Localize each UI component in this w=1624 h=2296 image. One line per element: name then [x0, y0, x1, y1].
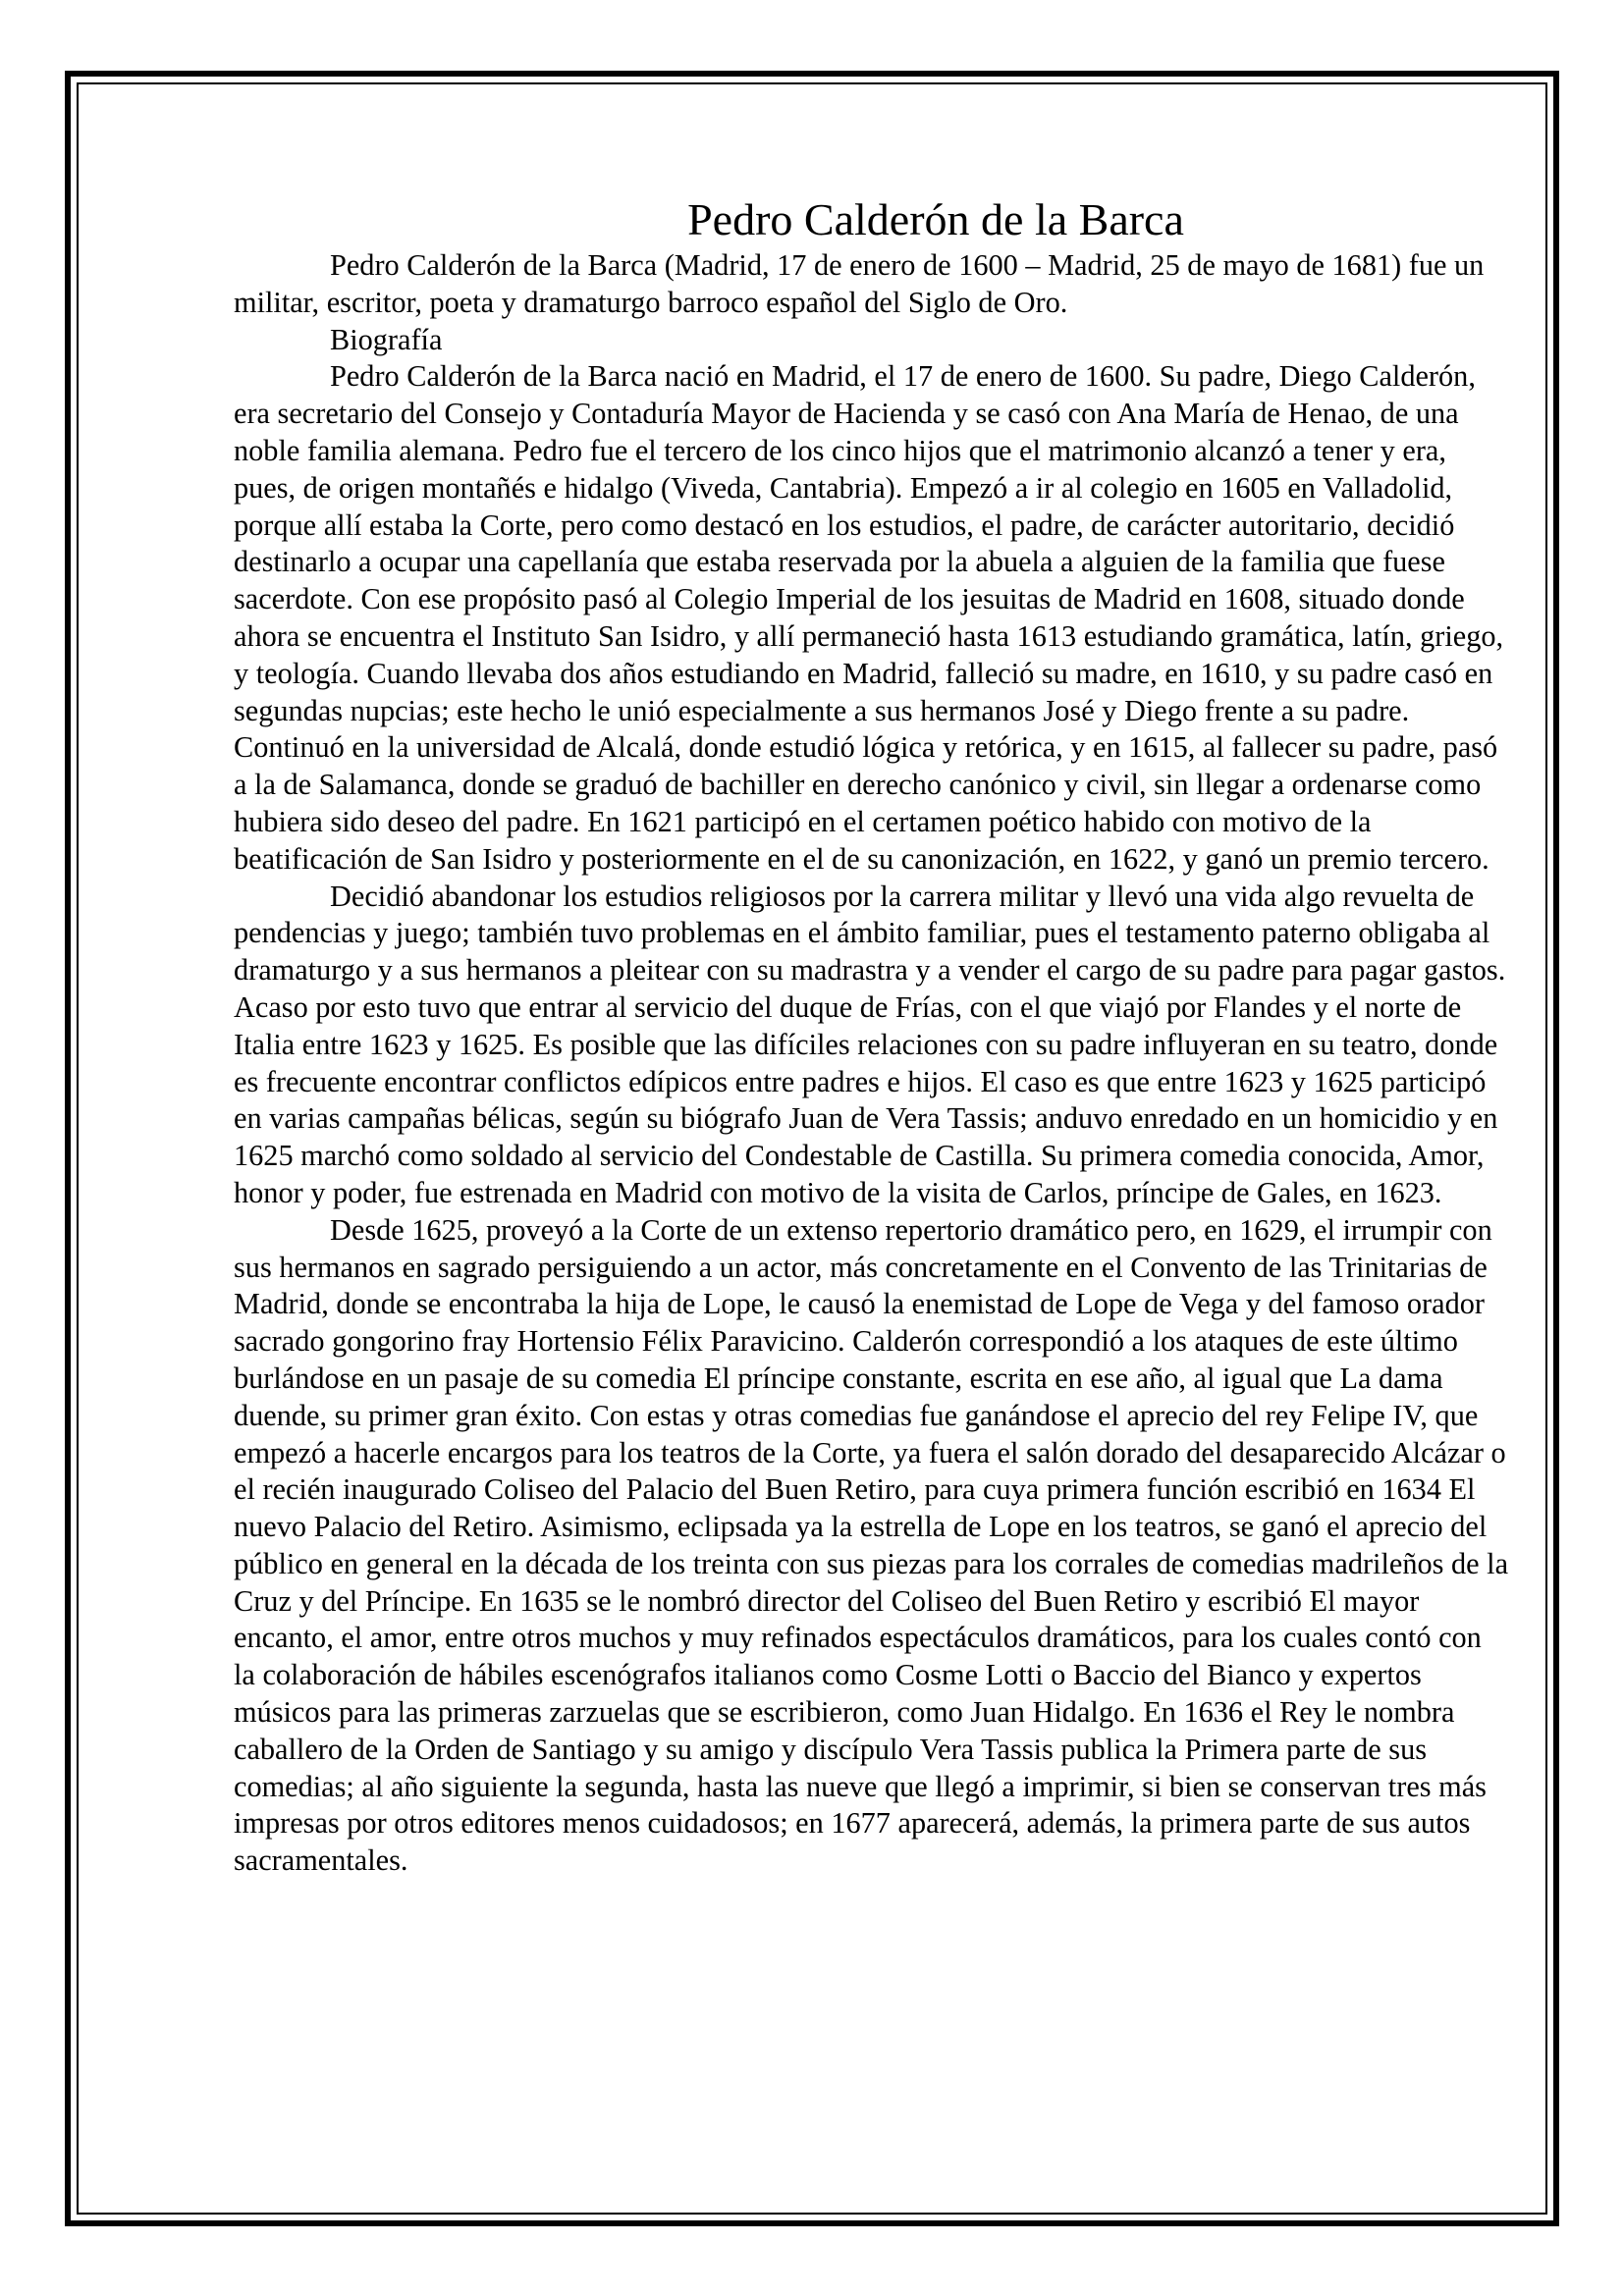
paragraph-1: Pedro Calderón de la Barca nació en Madrid, el 17 de enero de 1600. Su padre, Diego Calderón, era secretario del Consejo y Contaduría Mayor de Hacienda y se casó con Ana María de Henao, de una noble familia alemana. Pedro fue el tercero de los cinco hijos que el matrimonio alcanzó a tener y era, pues, de origen montañés e hidalgo (Viveda, Cantabria). Empezó a ir al colegio en 1605 en Valladolid, porque allí estaba la Corte, pero como destacó en los estudios, el padre, de carácter autoritario, decidió destinarlo a ocupar una capellanía que estaba reservada por la abuela a alguien de la familia que fuese sacerdote. Con ese propósito pasó al Colegio Imperial de los jesuitas de Madrid en 1608, situado donde ahora se encuentra el Instituto San Isidro, y allí permaneció hasta 1613 estudiando gramática, latín, griego, y teología. Cuando llevaba dos años estudiando en Madrid, falleció su madre, en 1610, y su padre casó en segundas nupcias; este hecho le unió especialmente a sus hermanos José y Diego frente a su padre. Continuó en la universidad de Alcalá, donde estudió lógica y retórica, y en 1615, al fallecer su padre, pasó a la de Salamanca, donde se graduó de bachiller en derecho canónico y civil, sin llegar a ordenarse como hubiera sido deseo del padre. En 1621 participó en el certamen poético habido con motivo de la beatificación de San Isidro y posteriormente en el de su canonización, en 1622, y ganó un premio tercero.: [234, 359, 1504, 876]
paragraph-3: Desde 1625, proveyó a la Corte de un extenso repertorio dramático pero, en 1629, el irrumpir con sus hermanos en sagrado persiguiendo a un actor, más concretamente en el Convento de las Trinitarias de Madrid, donde se encontraba la hija de Lope, le causó la enemistad de Lope de Vega y del famoso orador sacrado gongorino fray Hortensio Félix Paravicino. Calderón correspondió a los ataques de este último burlándose en un pasaje de su comedia El príncipe constante, escrita en ese año, al igual que La dama duende, su primer gran éxito. Con estas y otras comedias fue ganándose el aprecio del rey Felipe IV, que empezó a hacerle encargos para los teatros de la Corte, ya fuera el salón dorado del desaparecido Alcázar o el recién inaugurado Coliseo del Palacio del Buen Retiro, para cuya primera función escribió en 1634 El nuevo Palacio del Retiro. Asimismo, eclipsada ya la estrella de Lope en los teatros, se ganó el aprecio del público en general en la década de los treinta con sus piezas para los corrales de comedias madrileños de la Cruz y del Príncipe. En 1635 se le nombró director del Coliseo del Buen Retiro y escribió El mayor encanto, el amor, entre otros muchos y muy refinados espectáculos dramáticos, para los cuales contó con la colaboración de hábiles escenógrafos italianos como Cosme Lotti o Baccio del Bianco y expertos músicos para las primeras zarzuelas que se escribieron, como Juan Hidalgo. En 1636 el Rey le nombra caballero de la Orden de Santiago y su amigo y discípulo Vera Tassis publica la Primera parte de sus comedias; al año siguiente la segunda, hasta las nueve que llegó a imprimir, si bien se conservan tres más impresas por otros editores menos cuidadosos; en 1677 aparecerá, además, la primera parte de sus autos sacramentales.: [234, 1212, 1509, 1878]
document-title: Pedro Calderón de la Barca: [687, 194, 1184, 244]
document-body: [234, 192, 1510, 1880]
paragraph-2: Decidió abandonar los estudios religiosos por la carrera militar y llevó una vida algo revuelta de pendencias y juego; también tuvo problemas en el ámbito familiar, pues el testamento paterno obligaba al dramaturgo y a sus hermanos a pleitear con su madrastra y a vender el cargo de su padre para pagar gastos. Acaso por esto tuvo que entrar al servicio del duque de Frías, con el que viajó por Flandes y el norte de Italia entre 1623 y 1625. Es posible que las difíciles relaciones con su padre influyeran en su teatro, donde es frecuente encontrar conflictos edípicos entre padres e hijos. El caso es que entre 1623 y 1625 participó en varias campañas bélicas, según su biógrafo Juan de Vera Tassis; anduvo enredado en un homicidio y en 1625 marchó como soldado al servicio del Condestable de Castilla. Su primera comedia conocida, Amor, honor y poder, fue estrenada en Madrid con motivo de la visita de Carlos, príncipe de Gales, en 1623.: [234, 879, 1506, 1209]
intro-paragraph: Pedro Calderón de la Barca (Madrid, 17 de enero de 1600 – Madrid, 25 de mayo de 1681) fue un militar, escritor, poeta y dramaturgo barroco español del Siglo de Oro.: [234, 248, 1485, 319]
section-heading: Biografía: [330, 322, 443, 356]
